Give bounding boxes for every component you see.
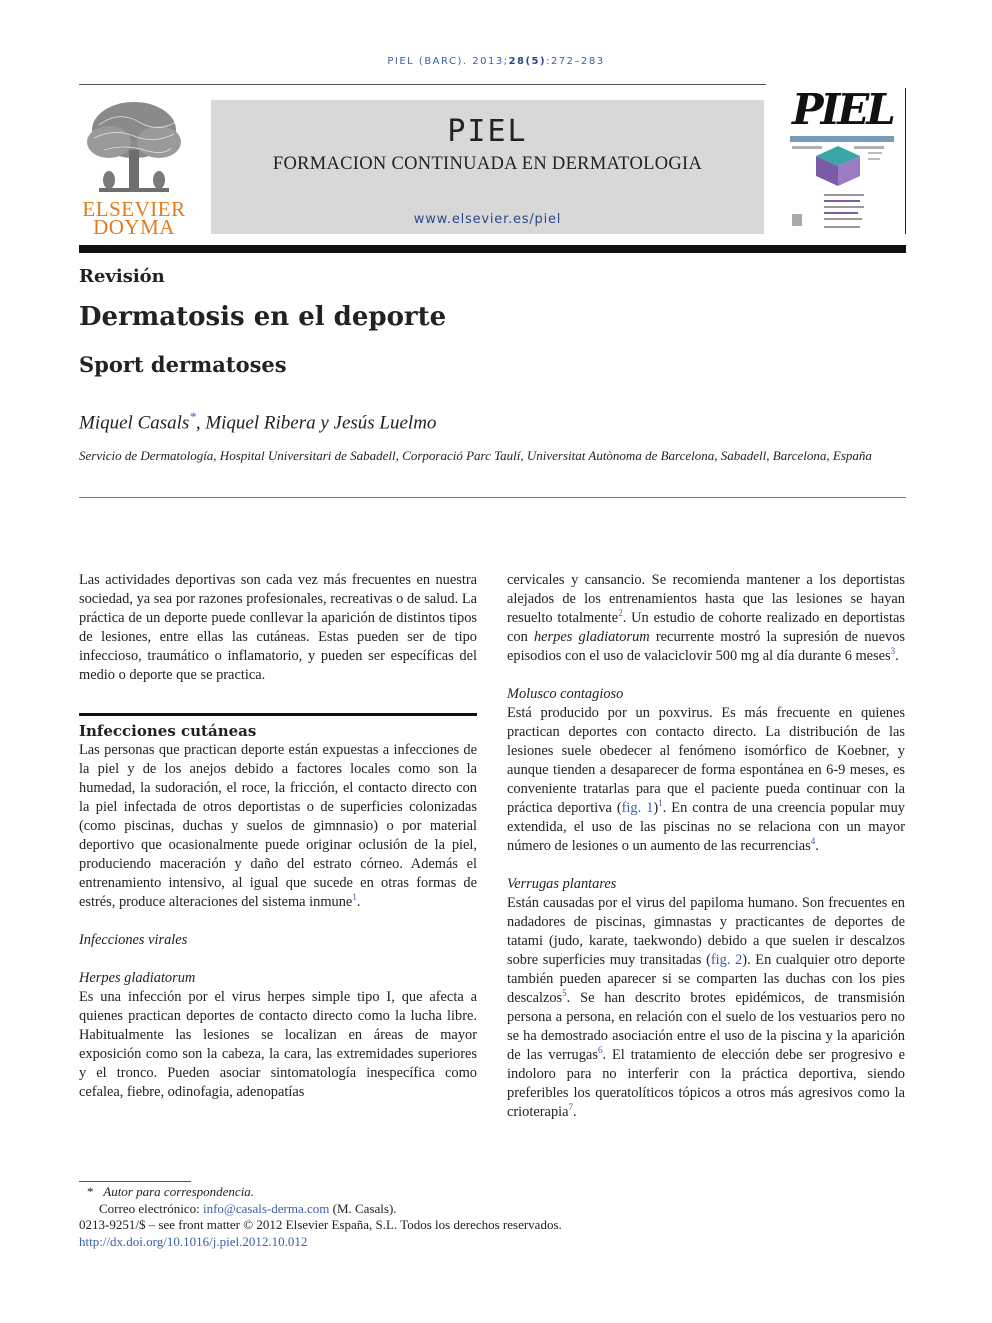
publisher-logo (79, 100, 189, 239)
corresponding-author-mark[interactable]: * (189, 409, 196, 424)
verrugas-text-a: Están causadas por el virus del papiloma humano. Son frecuentes en nadadores de piscinas, gimnastas y practicantes de deportes de tatami (judo, karate, taekwondo) debido a que suelen ir descalzos sobre superficies muy transitadas ( (507, 895, 905, 968)
tree-emblem-icon (79, 100, 189, 198)
verrugas-text-b: ). En cualquier otro deporte también pueden aparecer si se comparten las duchas con los pies descalzos (507, 952, 906, 1006)
footnote-mark: * (87, 1184, 94, 1199)
citation-journal: PIEL (BARC). (387, 56, 468, 67)
section-heading: Infecciones cutáneas (79, 722, 257, 740)
publisher-name-line1: ELSEVIER (82, 197, 186, 221)
section-paragraph: Las personas que practican deporte están expuestas a infecciones de la piel y de los anejos debido a factores locales como son la humedad, la sudoración, el roce, la fricción, el contacto directo con la piel infectada de otros deportistas o de superficies colonizadas (como piscinas, duchas y suelos de gimnnasio) o por material deportivo que ocasionalmente puede originar oclusión de la piel, produciendo maceración y daño del estrato córneo. Además el entrenamiento intensivo, al igual que sucede en otras formas de estrés, produce alteraciones del sistema inmune$^1$. (79, 742, 477, 910)
right-column (507, 571, 905, 1122)
citation-year: 2013; (472, 56, 509, 67)
herpes-continued-paragraph: cervicales y cansancio. Se recomienda mantener a los deportistas alejados de los entrenamientos hasta que las lesiones se hayan resuelto totalmente$^2$. Un estudio de cohorte realizado en deportistas con herpes gladiatorum recurrente mostró la supresión de nuevos episodios con el uso de valaciclovir 500 mg al día durante 6 meses$^3$. (507, 572, 906, 664)
molusco-text-a: Está producido por un poxvirus. Es más frecuente en quienes practican deportes con contacto directo. La distribución de las lesiones suele obedecer al fenómeno isomórfico de Koebner, y aunque tienden a desaparecer de forma espontánea en 6-9 meses, es conveniente tratarlas para que el paciente pueda continuar con la práctica deportiva ( (507, 705, 905, 816)
article-authors (79, 409, 436, 434)
email-note (79, 1201, 906, 1218)
email-suffix: (M. Casals). (329, 1200, 397, 1216)
doi-link[interactable]: http://dx.doi.org/10.1016/j.piel.2012.10.012 (79, 1233, 308, 1249)
verrugas-heading: Verrugas plantares (507, 876, 617, 892)
herpes-cont-text-b: . Un estudio de cohorte realizado en deportistas con (507, 610, 906, 645)
ref-6[interactable]: 6 (597, 1045, 603, 1056)
email-label: Correo electrónico: (99, 1200, 203, 1216)
ref-4[interactable]: 4 (810, 836, 816, 847)
figure-1-link[interactable]: fig. 1 (621, 800, 654, 816)
herpes-cont-text-a: cervicales y cansancio. Se recomienda mantener a los deportistas alejados de los entrenamientos hasta que las lesiones se hayan resuelto totalmente (507, 572, 905, 626)
article-type: Revisión (79, 266, 165, 287)
citation-pages: :272–283 (546, 56, 605, 67)
spacer (507, 856, 905, 875)
header-divider (79, 497, 906, 498)
journal-subtitle: FORMACION CONTINUADA EN DERMATOLOGIA (272, 154, 703, 174)
spacer (507, 666, 905, 685)
herpes-paragraph: Es una infección por el virus herpes simple tipo I, que afecta a quienes practican deportes de contacto directo como la lucha libre. Habitualmente las lesiones se localizan en áreas de mayor exposición como son la cabeza, la cara, las extremidades superiores y el tronco. Pueden asociar sintomatología inespecífica como cefalea, fiebre, odinofagia, adenopatías (79, 989, 477, 1100)
ref-7[interactable]: 7 (568, 1102, 574, 1113)
article-title-english: Sport dermatoses (79, 352, 287, 377)
footnote-rule (79, 1181, 191, 1182)
verrugas-text-c: . Se han descrito brotes epidémicos, de transmisión persona a persona, en relación con el suelo de los vestuarios pero no se ha demostrado asociación entre el uso de la piscina y la aparición de las verrugas (507, 990, 905, 1063)
verrugas-paragraph: Están causadas por el virus del papiloma humano. Son frecuentes en nadadores de piscinas, gimnastas y practicantes de deportes de tatami (judo, karate, taekwondo) debido a que suelen ir descalzos sobre superficies muy transitadas (fig. 2). En cualquier otro deporte también pueden aparecer si se comparten las duchas con los pies descalzos$^5$. Se han descrito brotes epidémicos, de transmisión persona a persona, en relación con el suelo de los vestuarios pero no se ha demostrado asociación entre el uso de la piscina y la aparición de las verrugas$^6$. El tratamiento de elección debe ser progresivo e indoloro para no interferir con la práctica deportiva, siendo preferibles los queratolíticos tópicos a otros más agresivos como la crioterapia$^7$. (507, 895, 906, 1120)
herpes-heading: Herpes gladiatorum (79, 970, 196, 986)
journal-title: PIEL (447, 114, 528, 149)
footnotes (79, 1184, 906, 1250)
citation-volume: 28(5) (508, 56, 547, 67)
journal-cover-thumbnail (788, 85, 906, 234)
molusco-text-c: . En contra de una creencia popular muy extendida, el uso de las piscinas no se relaciona con un mayor número de lesiones o un aumento de las recurrencias (507, 800, 905, 854)
ref-1[interactable]: 1 (352, 892, 357, 903)
header-rule (79, 84, 766, 85)
section-paragraph-text: Las personas que practican deporte están expuestas a infecciones de la piel y de los anejos debido a factores locales como son la humedad, la sudoración, el roce, la fricción, el contacto directo con la piel infectada de otros deportistas o de superficies colonizadas (como piscinas, duchas y suelos de gimnnasio) o por material deportivo que ocasionalmente puede originar oclusión de la piel, produciendo maceración y daño del estrato córneo. Además el entrenamiento intensivo, al igual que sucede en otras formas de estrés, produce alteraciones del sistema inmune (79, 742, 477, 910)
herpes-cont-text-c: recurrente mostró la supresión de nuevos episodios con el uso de valaciclovir 500 mg al día durante 6 meses (507, 629, 905, 664)
email-link[interactable]: info@casals-derma.com (202, 1200, 330, 1216)
verrugas-text-d: . El tratamiento de elección debe ser progresivo e indoloro para no interferir con la práctica deportiva, siendo preferibles los queratolíticos tópicos a otros más agresivos como la crioterapia (507, 1047, 905, 1120)
cover-artwork-icon (788, 134, 900, 234)
article-title: Dermatosis en el deporte (79, 302, 447, 332)
spacer (79, 950, 477, 969)
other-authors: , Miquel Ribera y Jesús Luelmo (195, 412, 437, 434)
publisher-name-line2: DOYMA (93, 215, 175, 239)
molusco-paragraph: Está producido por un poxvirus. Es más frecuente en quienes practican deportes con contacto directo. La distribución de las lesiones suele obedecer al fenómeno isomórfico de Koebner, y aunque tienden a desaparecer de forma espontánea en 6-9 meses, es conveniente tratarlas para que el paciente pueda continuar con la práctica deportiva (fig. 1)$^1$. En contra de una creencia popular muy extendida, el uso de las piscinas no se relaciona con un mayor número de lesiones o un aumento de las recurrencias$^4$. (507, 705, 905, 854)
cover-border (905, 88, 907, 234)
author-affiliation: Servicio de Dermatología, Hospital Universitari de Sabadell, Corporació Parc Taulí, Universitat Autònoma de Barcelona, Sabadell, Barcelona, España (79, 448, 872, 463)
journal-masthead (211, 100, 764, 234)
ref-5[interactable]: 5 (562, 988, 567, 999)
first-author: Miquel Casals (79, 412, 190, 434)
intro-paragraph: Las actividades deportivas son cada vez más frecuentes en nuestra sociedad, ya sea por razones profesionales, recreativas o de salud. La práctica de un deporte puede conllevar la aparición de distintos tipos de lesiones, entre ellas las cutáneas. Estas pueden ser de tipo infeccioso, traumático o inflamatorio, y pueden ser específicas del medio o deporte que se practica. (79, 572, 477, 683)
molusco-text-b: ) (653, 800, 659, 816)
ref-2[interactable]: 2 (618, 608, 623, 619)
herpes-cont-italic: herpes gladiatorum (533, 629, 650, 645)
masthead-bottom-bar (79, 245, 906, 253)
subsection-heading: Infecciones virales (79, 932, 188, 948)
correspondence-text: Autor para correspondencia. (103, 1184, 255, 1199)
copyright-note: 0213-9251/$ – see front matter © 2012 Elsevier España, S.L. Todos los derechos reservados. (79, 1217, 562, 1232)
ref-1b[interactable]: 1 (658, 798, 663, 809)
left-column (79, 571, 477, 1102)
spacer (79, 912, 477, 931)
correspondence-note (79, 1184, 906, 1201)
ref-3[interactable]: 3 (890, 646, 896, 657)
molusco-heading: Molusco contagioso (507, 686, 624, 702)
figure-2-link[interactable]: fig. 2 (710, 952, 743, 968)
cover-logo: PIEL (792, 85, 893, 134)
journal-url[interactable]: www.elsevier.es/piel (413, 212, 562, 227)
section-rule (79, 713, 477, 716)
journal-citation (0, 56, 992, 67)
